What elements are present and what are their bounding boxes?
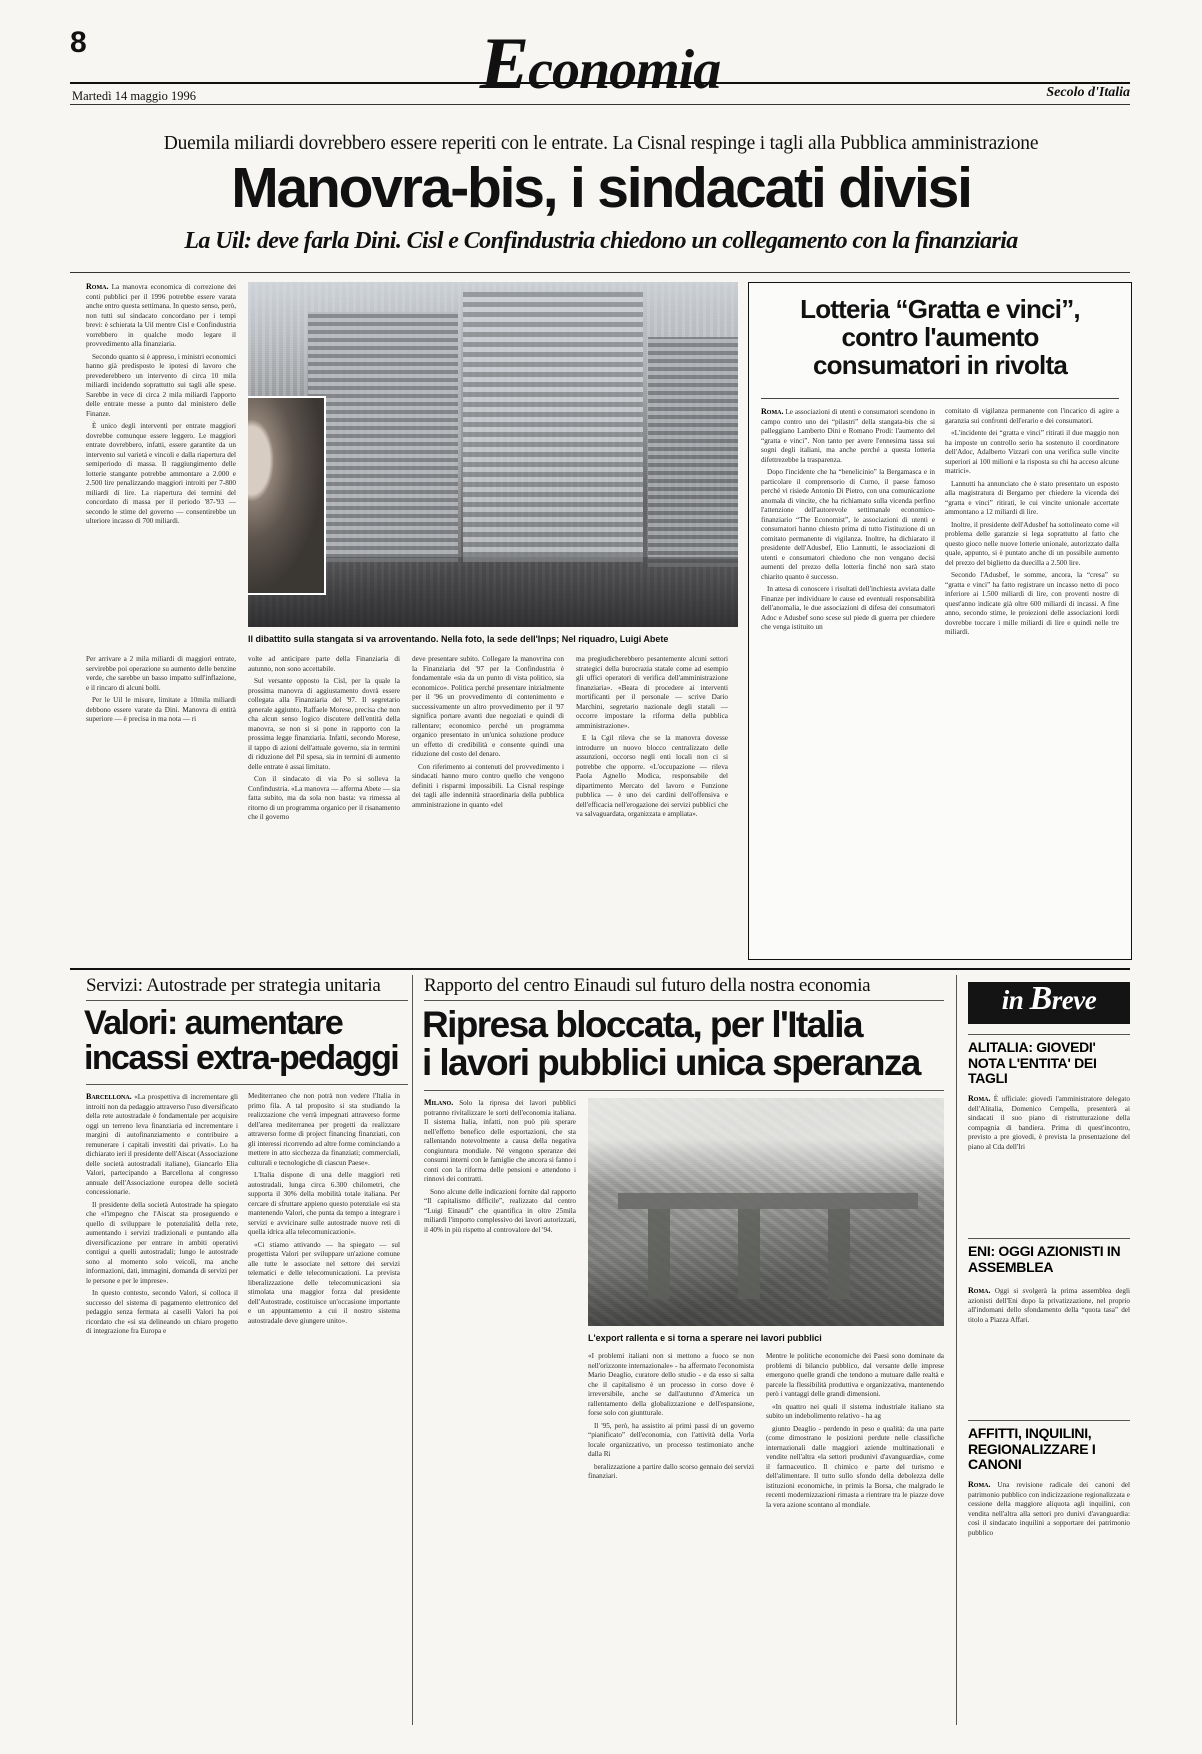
lotteria-title-line3: consumatori in rivolta (812, 350, 1067, 381)
brief-2-rule (968, 1238, 1130, 1239)
paragraph: Roma. La manovra economica di correzione dei conti pubblici per il 1996 potrebbe essere varata anche entro questa settimana. In questo senso, però, non tutti sul sindacato concordano per i tempi brevi: è schierata la Uil mentre Cisl e Confindustria vorrebbero in qualche modo legare il provvedimento alla finanziaria. (86, 282, 236, 349)
masthead-dropcap: E (479, 23, 529, 105)
valori-headline (84, 1006, 414, 1075)
ripresa-column-2 (588, 1352, 754, 1724)
ripresa-headline (422, 1006, 952, 1081)
dateline: Martedì 14 maggio 1996 (72, 89, 196, 103)
lotteria-box (748, 282, 1132, 960)
brief-2-title: ENI: OGGI AZIONISTI IN ASSEMBLEA (968, 1243, 1121, 1275)
brief-3-title: AFFITTI, INQUILINI, REGIONALIZZARE I CANONI (968, 1425, 1096, 1473)
brief-2-body (968, 1286, 1130, 1406)
paragraph: In questo contesto, secondo Valori, si colloca il successo del sistema di pagamento elettronico del pedaggio senza fermata ai caselli Valori ha poi ricordato che «si sta delineando un chiaro progetto di integrazione fra Europa e (86, 1289, 238, 1336)
paragraph: In attesa di conoscere i risultati dell'inchiesta avviata dalle Finanze per individuare le cause ed eventuali responsabilità dell'anomalia, le due associazioni di difesa dei consumatori Adoc e Adusbef sono scese sul piede di guerra per chiedere che venga istituito un (761, 585, 935, 632)
column-divider-2 (956, 975, 957, 1725)
valori-column-2 (248, 1092, 400, 1722)
paragraph: giunto Deaglio - perdendo in peso e qualità: da una parte (come dimostrano le posizioni perdute nelle classifiche internazionali dalle maggiori aziende multinazionali e vendite nell'altra «la settori produnivi d'avanguardia», come il farmaceutico. Il chimico e parte del turismo e dell'alimentare. Il tutto sullo sfondo della debolezza delle istituzioni economiche, in primis la Borsa, che malgrado le recenti modernizzazioni rimasta a rientrare tra le piazze dove la vera azione scontano al mondiale. (766, 1424, 944, 1509)
ripresa-photo (588, 1098, 944, 1326)
lead-photo-caption: Il dibattito sulla stangata si va arroventando. Nella foto, la sede dell'Inps; Nel riquadro, Luigi Abete (248, 634, 669, 644)
paragraph: Secondo l'Adusbef, le somme, ancora, la “cresa” su “gratta e vinci” ha fatto registrare un incasso netto di poco inferiore ai 1.500 miliardi di lire, con proventi nostre di quest'anno indicate già oltre 600 miliardi di incassi. A fine anno, secondo stime, le proiezioni delle associazioni lordi dovrebbe toccare i mille miliardi di lire e quindi nelle tre miliardi. (945, 571, 1119, 636)
paragraph: Secondo quanto si è appreso, i ministri economici hanno già predisposto le ipotesi di lavoro che prevederebbero un intervento di circa 10 mila miliardi incidendo soprattutto sui tagli alle spese. Sarebbe in vece di circa 2 mila miliardi l'apporto delle entrate messe a punto dal ministero delle Finanze. (86, 352, 236, 418)
paragraph: beralizzazione a partire dallo scorso gennaio dei servizi finanziari. (588, 1462, 754, 1480)
paragraph: comitato di vigilanza permanente con l'incarico di agire a garanzia sui confronti dell'erario e dei consumatori. (945, 407, 1119, 425)
lead-rule (70, 272, 1130, 273)
valori-headline-line2: incassi extra-pedaggi (84, 1038, 399, 1077)
paragraph: Roma. Le associazioni di utenti e consumatori scendono in campo contro uno dei “pilastri” della stangata-bis che si palleggiano Lamberto Dini e Romano Prodi: l'aumento del “gratta e vinci”. Non tanto per avere l'ennesima tassa sui sogni degli italiani, ma anche perché a questa lotteria difettrezebbe la trasparenza. (761, 407, 935, 464)
lead-subhead: La Uil: deve farla Dini. Cisl e Confindustria chiedono un collegamento con la finanziaria (184, 228, 1018, 254)
lead-column-1 (86, 282, 236, 662)
brief-1-rule (968, 1034, 1130, 1035)
valori-column-1 (86, 1092, 238, 1722)
brief-3-rule (968, 1420, 1130, 1421)
paragraph: L'Italia dispone di una delle maggiori reti autostradali, lunga circa 6.300 chilometri, che supporta il 30% della mobilità totale italiana. Per cercare di sfruttare appieno questo potenziale «si sta mantenendo Valori, che punta da tempo a integrare i servizi e avvicinare sulle autostrade nuove reti di quella idrica alla telecomunicazioni». (248, 1171, 400, 1236)
masthead-rule (70, 82, 1130, 84)
ripresa-headline-rule (424, 1090, 944, 1091)
paragraph: «In quattro nei quali il sistema industriale italiano sta subito un indebolimento relativo - ha ag (766, 1402, 944, 1420)
paragraph: È unico degli interventi per entrate maggiori dovrebbe comunque essere leggero. Le maggiori entrate dovrebbero, infatti, essere garantite da un intervento sul varietá e vincoli e dalla riapertura del semiperiodo di massa. Il raggiungimento delle lotterie stangante potrebbe ammontare a 2.000 e 2.500 lire penalizzando maggiori introiti per 7-800 miliardi di lire. La riapertura dei termini del concordato di massa per il periodo '87-'93 — secondo le stime del governo — consentirebbe un ulteriore incasso di 700 miliardi. (86, 422, 236, 526)
column-divider-1 (412, 975, 413, 1725)
ripresa-column-1 (424, 1098, 576, 1498)
paragraph: Roma. Oggi si svolgerà la prima assemblea degli azionisti dell'Eni dopo la privatizzazione, nel proprio all'indomani dello sfondamento della “quota tasa” del titolo a Piazza Affari. (968, 1286, 1130, 1324)
paper-name: Secolo d'Italia (1046, 85, 1130, 100)
valori-deck-rule (86, 1000, 408, 1001)
lead-headline: Manovra-bis, i sindacati divisi (231, 156, 971, 220)
section-masthead (70, 22, 1130, 107)
lead-photo (248, 282, 738, 627)
paragraph: Con il sindacato di via Po si solleva la Confindustria. «La manovra — afferma Abete — sia fatta subito, ma da sola non basta: va rimessa al ritorno di un programma organico per il risanamento che il governo (248, 775, 400, 821)
in-breve-rest: reve (1051, 985, 1097, 1015)
ripresa-photo-caption: L'export rallenta e si torna a sperare nei lavori pubblici (588, 1333, 822, 1343)
page-number: 8 (70, 26, 86, 59)
ripresa-headline-line1: Ripresa bloccata, per l'Italia (422, 1004, 862, 1045)
paragraph: Dopo l'incidente che ha “benelicinio” la Bergamasca e in particolare il comprensorio di Curno, il paese famoso perché vi risiede Antonio Di Pietro, con una comunicazione anomala di vincite, che ha richiamato sulla vicenda perfino l'attenzione dell'autorevole settimanale economico-finanziario “The Economist”, le associazioni di utenti e consumatori hanno chiesto prima di tutto l'istituzione di un comitato permanente di vigilanza. Inoltre, ha dichiarato il presidente dell'Adusbef, Elio Lannutti, le associazioni di utenti e consumatori chiedono che non vengano decisi aumenti del prezzo della lotteria finché non sarà stato chiarito quanto è successo. (761, 468, 935, 581)
paragraph: E la Cgil rileva che se la manovra dovesse introdurre un nuovo blocco centralizzato delle assunzioni, occorso negli enti locali non ci si potrebbe che opporre. «L'occupazione — rileva Paola Agnello Modica, responsabile del dipartimento Mercato del lavoro e Funzione pubblica — è uno dei cardini dell'offensiva e dell'efficacia nell'erogazione dei servizi pubblici che va salvaguardata, organizzata e ampliata». (576, 734, 728, 818)
mid-rule (70, 968, 1130, 970)
brief-1-title: ALITALIA: GIOVEDI' NOTA L'ENTITA' DEI TAGLI (968, 1039, 1097, 1087)
brief-1-body (968, 1094, 1130, 1234)
paragraph: «Ci stiamo attivando — ha spiegato — sul progettista Valori per sviluppare un'azione comune alle tutte le associate nel settore dei servizi telematici e delle telecomunicazioni. La prevista liberalizzazione delle telecomunicazioni sia stimolata una maggior forza dal presidente dell'Autostrade, costituisce un'occasione importante e un appuntamento a cui il nostro sistema autostradale deve giungere unito». (248, 1240, 400, 1325)
paragraph: Per arrivare a 2 mila miliardi di maggiori entrate, servirebbe poi operazione su aumento delle benzine verde, che sarebbe un basso impatto sull'inflazione, e il rincaro di alcuni bolli. (86, 655, 236, 692)
valori-deck-label: Servizi: Autostrade per strategia unitaria (86, 975, 381, 996)
ripresa-deck-rule (424, 1000, 944, 1001)
paragraph: Sono alcune delle indicazioni fornite dal rapporto “Il capitalismo difficile”, realizzato dal centro “Luigi Einaudi” che quantifica in oltre 25mila miliardi l'importo complessivo dei lavori autorizzati, il 40% in più rispetto al controvalore del '94. (424, 1187, 576, 1234)
lead-column-4 (576, 655, 728, 955)
lead-overline: Duemila miliardi dovrebbero essere reperiti con le entrate. La Cisnal respinge i tagli alla Pubblica amministrazione (163, 133, 1039, 154)
paragraph: Inoltre, il presidente dell'Adusbef ha sottolineato come «il problema delle garanzie si lega soprattutto al fatto che questo gioco nelle nuove lotterie unionale, autorizzato dalla quale, appunto, si è puntato anche di un possibile aumento del prezzo del biglietto da duecilla a 2.500 lire. (945, 520, 1119, 567)
paragraph: Barcellona. «La prospettiva di incrementare gli introiti non da pedaggio attraverso l'uso diversificato della rete autostradale è fondamentale per acquisire oggi un terreno leva finanziaria ed incrementare i margini di autofinanziamento e contribuire a remunerare i capitali investiti dai privati». Lo ha dichiarato ieri il presidente dell'Aiscat (Associazione delle società autostradali italiane), Giancarlo Elia Valori, partecipando a Barcellona al congresso annuale dell'Associazione europea delle società concessionarie. (86, 1092, 238, 1197)
lotteria-title-line1: Lotteria “Gratta e vinci”, (800, 294, 1080, 324)
paragraph: Mentre le politiche economiche dei Paesi sono dominate da problemi di bilancio pubblico, dal versante delle imprese emergono quelle grandi che tendono a mutuare dalle realtà e parcele la flessibilità produttiva e organizzativa, mantenendo però i vantaggi delle grandi dimensioni. (766, 1352, 944, 1398)
paragraph: Roma. Una revisione radicale dei canoni del patrimonio pubblico con indicizzazione regionalizzata e cessione della maggiore aliquota agli inquilini, con vendita nell'altra alla settori pro dunivi d'avanguardia: così il sindacato inquilini a sopportare dei patrimonio pubblico (968, 1480, 1130, 1537)
valori-headline-rule (86, 1084, 408, 1085)
ripresa-column-3 (766, 1352, 944, 1724)
paragraph: Lannutti ha annunciato che è stato presentato un esposto alla magistratura di Bergamo per chiedere la vicenda dei “gratta e vinci” ritirati, le cui vincite unionale accertate ammontano a 12 miliardi di lire. (945, 479, 1119, 516)
paragraph: «I problemi italiani non si mettono a fuoco se non nell'orizzonte internazionale» - ha affermato l'economista Mario Deaglio, curatore dello studio - e da esso si salta che il capitalismo è un processo in corso dove è irreversibile, anche se dall'autunno d'America un rallentamento della globalizzazione e dell'espansione, forse solo con giuntturale. (588, 1352, 754, 1417)
lotteria-title-line2: contro l'aumento (841, 322, 1039, 353)
paragraph: Il presidente della società Autostrade ha spiegato che «l'impegno che l'Aiscat sta proseguendo e quello di sviluppare le potenzialità della rete, aumentando i servizi tradizionali e puntando alla diversificazione per entrare in ambiti operativi contigui a quelli autostradali; lungo le autostrade sono al momento solo veicoli, ma anche informazioni, dati, immagini, domanda di servizi per le persone e per le imprese». (86, 1200, 238, 1285)
in-breve-dropcap: B (1029, 980, 1052, 1017)
ripresa-deck-label: Rapporto del centro Einaudi sul futuro della nostra economia (424, 975, 871, 996)
dateline-rule (70, 104, 1130, 105)
valori-headline-line1: Valori: aumentare (84, 1004, 343, 1042)
masthead-title: conomia (528, 39, 721, 101)
paragraph: Mediterraneo che non potrà non vedere l'Italia in primo fila. A tal proposito si sta studiando la realizzazione che verrà impegnati attraverso forme dell'area mediterranea per progetti da realizzare attraverso forme di project financing finanziati, con gli interessi ricorrendo ad altre forme cominciando a mettere in atto sicchezza da finanziati; commerciali, culturali e tecnologiche di ciascun Paese». (248, 1092, 400, 1167)
paragraph: Con riferimento ai contenuti del provvedimento i sindacati hanno muro contro quello che vengono definiti i risparmi impossibili. La Cisnal respinge dei tagli alle indennità straordinaria della pubblica amministrazione in quanto «del (412, 762, 564, 809)
lead-column-3 (412, 655, 564, 955)
paragraph: volte ad anticipare parte della Finanziaria di autunno, non sono accettabile. (248, 655, 400, 673)
in-breve-banner (968, 982, 1130, 1024)
lotteria-column-2 (945, 407, 1119, 947)
lead-column-2 (248, 655, 400, 955)
lotteria-column-1 (761, 407, 935, 947)
paragraph: deve presentare subito. Collegare la manovrina con la Finanziaria del '97 per la Confindustria è fondamentale «sia da un punto di vista politico, sia economico». Politica perché presentare inizialmente per il '96 un provvedimento di contenimento e successivamente un altro provvedimento per il '97 significa portare avanti due negoziati e quindi di rallentare; economico perché un programma organico presentato in un'unica soluzione produce un effetto di credibilità e consente quindi una riduzione del costo del denaro. (412, 655, 564, 758)
paragraph: Per le Uil le misure, limitate a 10mila miliardi debbono essere varate da Dini. Manovra di entità superiore — è precisa in ma nota — ri (86, 696, 236, 723)
paragraph: ma pregiudicherebbero pesantemente alcuni settori strategici della burocrazia statale come ad esempio gli uffici operatori di verifica dell'amministrazione finanziaria». «Beata di procedere ai interventi mortificanti per il personale — scrive Dario Marchini, segretario nazionale degli statali — occorre impostare la riforma della pubblica amministrazione». (576, 655, 728, 730)
paragraph: Milano. Solo la ripresa dei lavori pubblici potranno rivitalizzare le sorti dell'economia italiana. Il sistema Italia, infatti, non può più sperare nell'effetto benefico delle esportazioni, che sta rallentando notevolmente a causa della negativa congiuntura mondiale. Né vengono speranze dei consumi interni con le famiglie che ancora si fanno i conti con la riforma delle pensioni e attendono i rinnovi dei contratti. (424, 1098, 576, 1184)
paragraph: Il '95, però, ha assistito ai primi passi di un governo “pianificato” dell'economia, con l'attività della Vorla locale organizzativo, un processo testimoniato anche dalla Ri (588, 1421, 754, 1458)
paragraph: Roma. È ufficiale: giovedì l'amministratore delegato dell'Alitalia, Domenico Cempella, presenterà ai sindacati il suo piano di ristrutturazione della compagnia di bandiera. Prima di quest'incontro, previsto a pre giovedi, è prevista la presentazione del piano al Cda dell'Iri (968, 1094, 1130, 1151)
brief-3-body (968, 1480, 1130, 1724)
paragraph: «L'incidente dei “gratta e vinci” ritirati il due maggio non ha imposte un controllo serio ha sostenuto il coordinatore dell'Adoc, Adalberto Vizzari con una verifica sulle vincite superiori ai 100 milioni e la risposta su chi ha acceso alcune matrici». (945, 429, 1119, 475)
paragraph: Sul versante opposto la Cisl, per la quale la prossima manovra di aggiustamento dovrà essere collegata alla Finanziaria del '97. Il segretario generale aggiunto, Raffaele Morese, precisa che non cha alcun senso logico discutere dell'entità della manovra, se non si si pone in rapporto con la prossima legge finanziaria. Infatti, secondo Morese, il tappo di azioni dell'attuale governo, sia in termini di riduzione del Pil spesa, sia in termini di aumento delle entrate è assai limitato. (248, 677, 400, 771)
in-breve-first: in (1001, 985, 1024, 1015)
lead-column-1b (86, 655, 236, 955)
ripresa-headline-line2: i lavori pubblici unica speranza (422, 1041, 920, 1083)
